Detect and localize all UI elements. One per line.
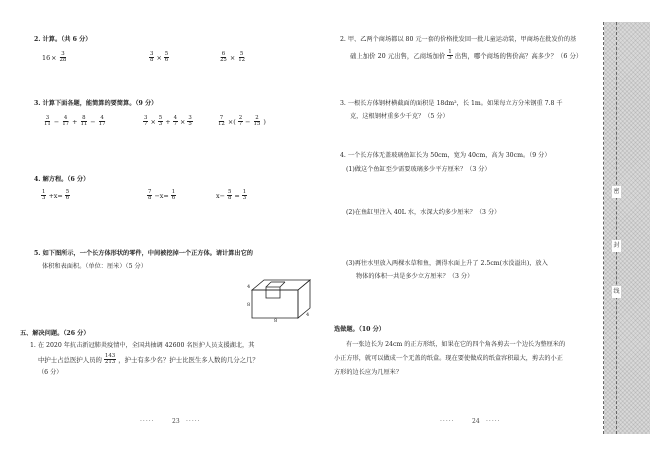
dim-label-top: 4 bbox=[247, 284, 251, 290]
q3-expr-3: $\frac{7}{12}$ ×( $\frac{2}{7}$ − $\frac{2}{15}$ ) bbox=[218, 115, 266, 128]
optional-line-2: 小正方形，就可以做成一个无盖的纸盒。现在要使做成的纸盒容积最大，剪去的小正 bbox=[334, 355, 563, 362]
cuboid-figure bbox=[244, 276, 318, 322]
p2-line-1: 2. 甲、乙两个商场都以 80 元一套的价格批发回一批儿童运动装，甲商场在批发价的基 bbox=[340, 36, 577, 43]
q3-expr-2: $\frac{3}{7}$ × $\frac{5}{3}$ + $\frac{4}{7}$ × $\frac{3}{5}$ bbox=[144, 115, 192, 128]
q2-expr-1: 16 × $\frac{3}{28}$ bbox=[42, 51, 67, 64]
p4-sub-3b: 物体的体积一共是多少立方厘米？（3 分） bbox=[356, 273, 474, 280]
dim-label-width: 4 bbox=[306, 312, 310, 318]
q5-line-1: 5. 如下图所示，一个长方体形状的零件，中间被挖掉一个正方体。请计算出它的 bbox=[34, 250, 253, 257]
section-5-title: 五、解决问题。（26 分） bbox=[20, 330, 90, 337]
right-page-dots-right: ····· bbox=[486, 418, 501, 425]
q2-expr-2: $\frac{3}{8}$ × $\frac{5}{6}$ bbox=[150, 51, 169, 64]
right-page-number: 24 bbox=[472, 418, 480, 425]
left-page-number: 23 bbox=[172, 418, 180, 425]
q2-expr-3: $\frac{6}{25}$ × $\frac{5}{12}$ bbox=[220, 51, 246, 64]
optional-line-1: 有一张边长为 24cm 的正方形纸，如果在它的四个角各剪去一个边长为整厘米的 bbox=[346, 341, 566, 348]
q4-title: 4. 解方程。（6 分） bbox=[34, 176, 90, 183]
binding-char-3: 线 bbox=[612, 286, 621, 298]
p4-sub-1: (1)做这个鱼缸至少需要玻璃多少平方厘米？（3 分） bbox=[346, 166, 491, 173]
p1-line-1: 1. 在 2020 年抗击新冠肺炎疫情中，全国共抽调 42600 名医护人员支援湖北，其 bbox=[30, 342, 255, 349]
binding-char-1: 密 bbox=[612, 186, 621, 198]
q2-title: 2. 计算。（共 6 分） bbox=[34, 36, 92, 43]
right-page-dots-left: ····· bbox=[440, 418, 455, 425]
p4-sub-3a: (3)再往水里放入两棵水草和鱼，测得水面上升了 2.5cm(水没溢出)，放入 bbox=[346, 260, 548, 267]
p3-line-2: 克，这根钢材重多少千克？（5 分） bbox=[350, 113, 449, 120]
p1-line-3: （6 分） bbox=[38, 369, 63, 376]
q4-eq-1: $\frac{1}{3}$ +x= $\frac{5}{6}$ bbox=[42, 189, 70, 202]
p2-line-2: 础上加价 20 元出售，乙商场加价 $\frac{1}{3}$ 出售，哪个商场的售价高？高多少？（6 分） bbox=[350, 49, 583, 62]
p1-line-2: 中护士占总医护人员的 $\frac{143}{213}$ ，护士有多少名？护士比医生多人数的几分之几？ bbox=[38, 353, 259, 366]
optional-title: 选做题。（10 分） bbox=[334, 326, 385, 333]
binding-char-2: 封 bbox=[612, 240, 621, 252]
left-page-dots-right: ····· bbox=[186, 418, 201, 425]
dim-label-height: 8 bbox=[247, 302, 251, 308]
binding-strip bbox=[604, 22, 650, 434]
q4-eq-2: $\frac{7}{8}$ −x= $\frac{1}{6}$ bbox=[148, 189, 176, 202]
optional-line-3: 方形的边长应为几厘米？ bbox=[334, 369, 403, 376]
q3-title: 3. 计算下面各题，能简算的要简算。（9 分） bbox=[34, 100, 158, 107]
binding-cut-line bbox=[616, 22, 617, 434]
left-page-dots-left: ····· bbox=[140, 418, 155, 425]
p4-line-1: 4. 一个长方体无盖玻璃鱼缸长为 50cm，宽为 40cm，高为 30cm。（9 分） bbox=[340, 152, 551, 159]
q3-expr-1: $\frac{3}{11}$ − $\frac{4}{17}$ + $\frac{8}{11}$ − $\frac{4}{17}$ bbox=[44, 115, 106, 128]
q4-eq-3: x− $\frac{5}{8}$ = $\frac{1}{3}$ bbox=[216, 189, 247, 202]
q5-line-2: 体积和表面积。（单位：厘米）（5 分） bbox=[42, 263, 147, 270]
p4-sub-2: (2)在鱼缸里注入 40L 水，水深大约多少厘米？（3 分） bbox=[346, 209, 501, 216]
dim-label-length: 8 bbox=[274, 318, 278, 322]
p3-line-1: 3. 一根长方体钢材横截面的面积是 18dm²，长 1m。如果每立方分米钢重 7.8 千 bbox=[340, 100, 563, 107]
